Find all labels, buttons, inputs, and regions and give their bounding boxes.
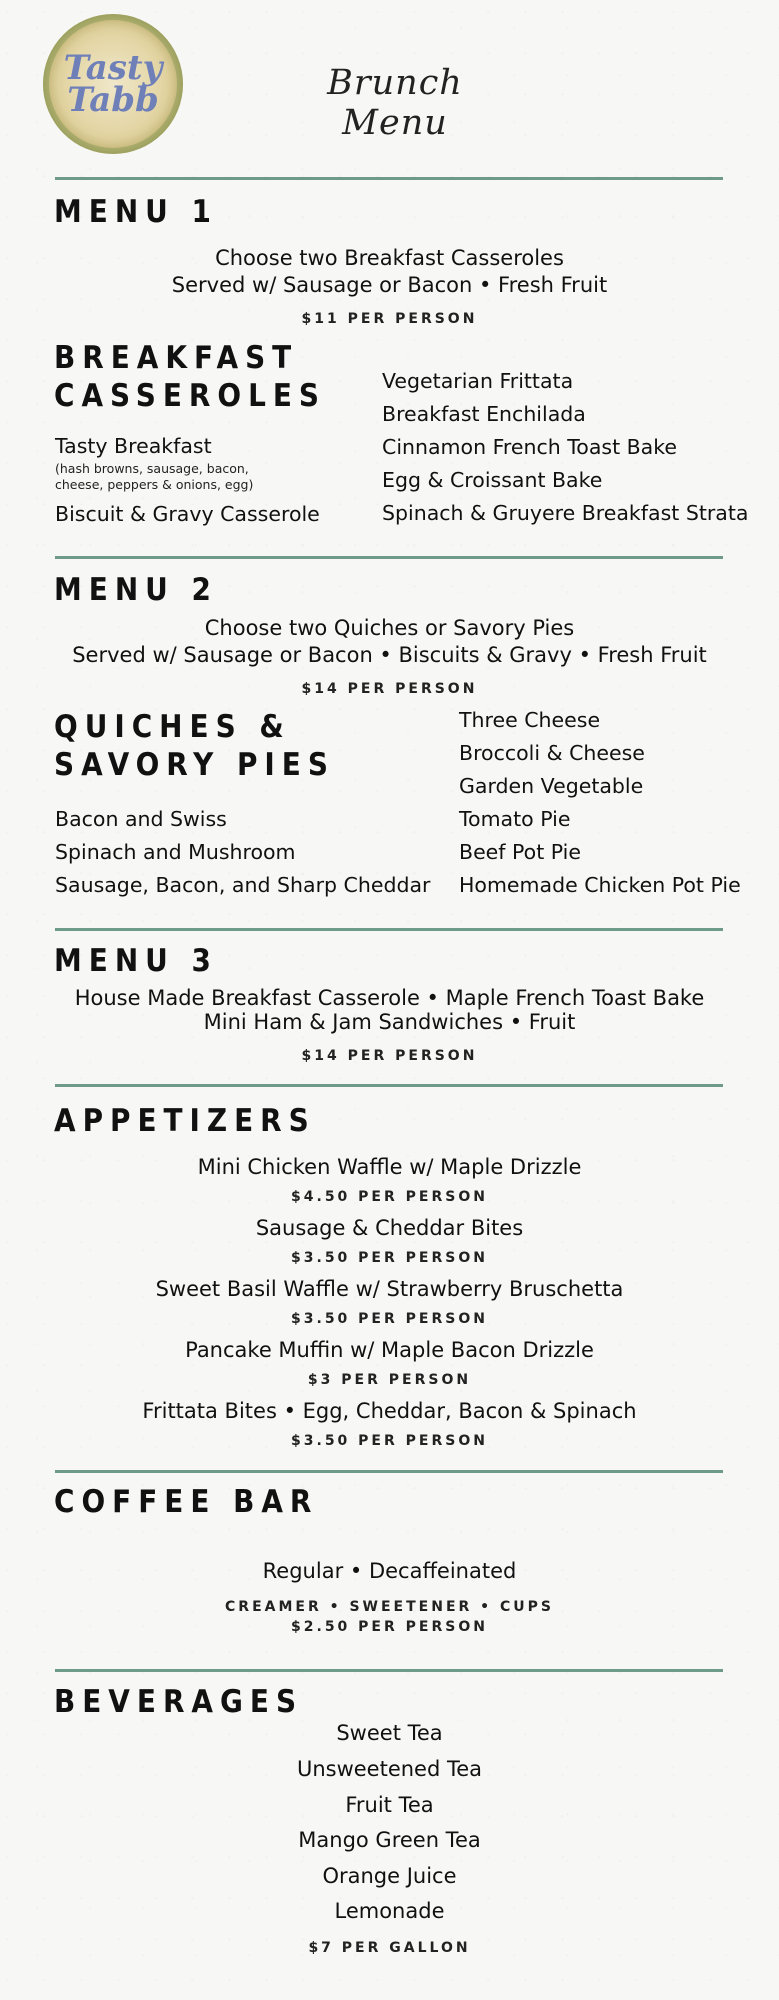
appetizer-price: $3 PER PERSON	[307, 1372, 472, 1388]
logo-text-line2: Tabb	[67, 80, 159, 120]
beverage-item: Sweet Tea	[336, 1721, 443, 1745]
menu1-right-item: Egg & Croissant Bake	[382, 468, 603, 492]
menu1-subheading	[54, 339, 326, 415]
menu1-left-item: Tasty Breakfast	[55, 434, 212, 458]
beverage-item: Fruit Tea	[345, 1793, 434, 1817]
menu2-right-item: Tomato Pie	[459, 807, 571, 831]
menu2-heading: MENU 2	[54, 572, 218, 608]
appetizer-price: $3.50 PER PERSON	[291, 1250, 488, 1266]
menu3-heading: MENU 3	[54, 943, 218, 979]
logo	[43, 14, 183, 154]
menu2-subheading	[54, 708, 335, 784]
coffee-extras: CREAMER • SWEETENER • CUPS	[225, 1599, 554, 1615]
appetizer-name: Sweet Basil Waffle w/ Strawberry Bruschetta	[155, 1277, 624, 1301]
menu1-subheading-line2: CASSEROLES	[54, 378, 326, 414]
menu1-left-item-note: (hash browns, sausage, bacon, cheese, peppers & onions, egg)	[55, 461, 254, 492]
appetizer-name: Sausage & Cheddar Bites	[255, 1216, 524, 1240]
divider	[55, 177, 723, 180]
menu1-subheading-line1: BREAKFAST	[54, 340, 299, 376]
coffee-heading: COFFEE BAR	[54, 1484, 319, 1520]
menu2-right-item: Broccoli & Cheese	[459, 741, 645, 765]
logo-text	[43, 48, 183, 120]
menu2-left-item: Bacon and Swiss	[55, 807, 227, 831]
appetizer-price: $3.50 PER PERSON	[291, 1311, 488, 1327]
beverage-item: Unsweetened Tea	[296, 1757, 483, 1781]
coffee-price: $2.50 PER PERSON	[291, 1619, 488, 1635]
menu2-right-item: Garden Vegetable	[459, 774, 644, 798]
menu2-subheading-line1: QUICHES &	[54, 709, 291, 745]
divider	[55, 1470, 723, 1473]
menu2-left-item: Sausage, Bacon, and Sharp Cheddar	[55, 873, 431, 897]
divider	[55, 1669, 723, 1672]
logo-text-line1: Tasty	[63, 48, 163, 88]
menu3-line1: House Made Breakfast Casserole • Maple French Toast Bake	[74, 986, 705, 1010]
beverage-item: Lemonade	[334, 1899, 445, 1923]
menu2-subheading-line2: SAVORY PIES	[54, 747, 335, 783]
menu1-right-item: Spinach & Gruyere Breakfast Strata	[382, 501, 749, 525]
menu2-right-item: Three Cheese	[459, 708, 601, 732]
menu1-right-item: Breakfast Enchilada	[382, 402, 586, 426]
menu3-price: $14 PER PERSON	[301, 1048, 478, 1064]
menu2-right-item: Homemade Chicken Pot Pie	[459, 873, 741, 897]
menu1-right-item: Cinnamon French Toast Bake	[382, 435, 677, 459]
appetizers-heading: APPETIZERS	[54, 1103, 316, 1139]
appetizer-price: $3.50 PER PERSON	[291, 1433, 488, 1449]
coffee-line1: Regular • Decaffeinated	[262, 1559, 517, 1583]
divider	[55, 928, 723, 931]
beverages-heading: BEVERAGES	[54, 1684, 304, 1720]
menu3-line2: Mini Ham & Jam Sandwiches • Fruit	[203, 1010, 576, 1034]
menu2-price: $14 PER PERSON	[301, 681, 478, 697]
appetizer-price: $4.50 PER PERSON	[291, 1189, 488, 1205]
appetizer-name: Mini Chicken Waffle w/ Maple Drizzle	[197, 1155, 582, 1179]
menu1-line2: Served w/ Sausage or Bacon • Fresh Fruit	[171, 273, 608, 297]
menu2-line2: Served w/ Sausage or Bacon • Biscuits & Gravy • Fresh Fruit	[72, 643, 707, 667]
divider	[55, 556, 723, 559]
menu2-left-item: Spinach and Mushroom	[55, 840, 296, 864]
menu1-heading: MENU 1	[54, 194, 218, 230]
page-title: Brunch Menu	[327, 63, 463, 143]
beverage-item: Mango Green Tea	[298, 1828, 481, 1852]
menu1-line1: Choose two Breakfast Casseroles	[215, 246, 564, 270]
appetizer-name: Pancake Muffin w/ Maple Bacon Drizzle	[185, 1338, 594, 1362]
menu2-line1: Choose two Quiches or Savory Pies	[204, 616, 575, 640]
menu1-price: $11 PER PERSON	[301, 311, 478, 327]
menu2-right-item: Beef Pot Pie	[459, 840, 581, 864]
menu1-left-item: Biscuit & Gravy Casserole	[55, 502, 320, 526]
beverage-item: Orange Juice	[322, 1864, 457, 1888]
appetizer-name: Frittata Bites • Egg, Cheddar, Bacon & Spinach	[142, 1399, 637, 1423]
divider	[55, 1084, 723, 1087]
beverages-price: $7 PER GALLON	[308, 1940, 471, 1956]
menu1-right-item: Vegetarian Frittata	[382, 369, 574, 393]
